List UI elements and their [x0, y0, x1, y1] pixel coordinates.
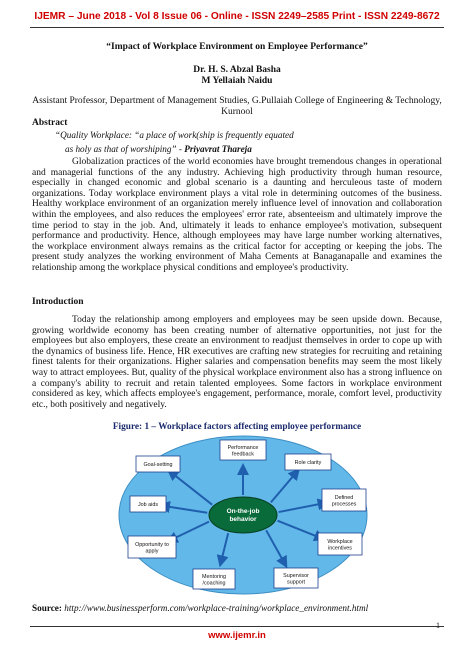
node-label-defined-processes: processes: [331, 501, 357, 508]
paper-title: “Impact of Workplace Environment on Employee Performance”: [106, 42, 368, 52]
node-label-opportunity-to-apply: Opportunity to: [135, 541, 169, 548]
header-divider: [30, 27, 444, 28]
source-label: Source:: [32, 603, 62, 613]
node-label-mentoring-coaching: Mentoring: [202, 573, 226, 580]
node-label-opportunity-to-apply: apply: [145, 548, 159, 555]
quote-line-2: [55, 142, 294, 156]
introduction-body: [32, 315, 442, 410]
abstract-paragraph: Globalization practices of the world economies have brought tremendous changes in operational and managerial functions of the any industry. Achieving high productivity through human resource, especially in changed economic and global scenario is a daunting and herculeous taste of modern organizations. Today workplace environment plays a vital role in determining outcomes of the business. Healthy workplace environment of an organization merely influence level of innovation and collaboration within the employees, and also reduces the employees' error rate, absenteeism and ultimately improve the time period to stay in the job. And, ultimately it leads to enhance employee's motivation, subsequent performance and productivity. Hence, although employees may have large number working alternatives, the workplace environment always remains as the critical factor for accepting or keeping the jobs. The present study analyzes the working environment of Maha Cements at Banaganapalle and examines the relationship among the workplace physical conditions and employee's productivity.: [32, 157, 442, 273]
figure-caption: Figure: 1 – Workplace factors affecting employee performance: [112, 422, 362, 432]
quote-author: Priyavrat Thareja: [184, 144, 252, 154]
node-label-workplace-incentives: Workplace: [327, 538, 353, 545]
workplace-factors-diagram: [118, 434, 368, 596]
node-label-performance-feedback: feedback: [232, 451, 254, 458]
introduction-heading: Introduction: [32, 297, 84, 307]
node-label-defined-processes: Defined: [334, 494, 354, 501]
node-label-supervisor-support: Supervisor: [283, 572, 309, 579]
affiliation: Assistant Professor, Department of Management Studies, G.Pullaiah College of Engineering & Technology, Kurnool: [32, 96, 442, 117]
center-ellipse: [209, 497, 277, 533]
quote-line-1: “Quality Workplace: “a place of work(ship is frequently equated: [55, 130, 294, 140]
figure-source: [32, 603, 452, 613]
node-label-performance-feedback: Performance: [227, 444, 259, 451]
quote-text: as holy as that of worshiping” -: [65, 144, 185, 154]
footer-divider: [30, 626, 444, 627]
node-label-mentoring-coaching: /coaching: [202, 580, 226, 587]
node-label-workplace-incentives: incentives: [328, 545, 352, 552]
abstract-heading: Abstract: [32, 118, 68, 128]
source-url: http://www.businessperform.com/workplace-training/workplace_environment.html: [61, 603, 369, 613]
node-label-role-clarity: Role clarity: [294, 460, 322, 467]
abstract-body: [32, 157, 442, 274]
center-label-line-1: On-the-job: [226, 508, 260, 515]
introduction-paragraph: Today the relationship among employers and employees may be seen upside down. Because, growing worldwide economy has been creating number of alternative opportunities, not just for the employees but also employers, these create an environment to readjust themselves in order to cope up with the dynamics of business life. Hence, HR executives are crafting new strategies for recruiting and retaining finest talents for their organizations. Higher salaries and compensation benefits may seem the most likely way to attract employees. But, quality of the physical workplace environment also has a strong influence on a company's ability to recruit and retain talented employees. Some factors in workplace environment considered as key, which affects employee's engagement, performance, morale, comfort level, productivity etc., both positively and negatively.: [32, 315, 442, 410]
author-1: Dr. H. S. Abzal Basha: [193, 65, 281, 75]
epigraph-quote: [55, 128, 294, 156]
node-label-goal-setting: Goal-setting: [143, 462, 173, 469]
node-label-supervisor-support: support: [287, 579, 305, 586]
node-label-job-aids: Job aids: [137, 502, 159, 509]
journal-website: www.ijemr.in: [208, 630, 266, 641]
journal-header: IJEMR – June 2018 - Vol 8 Issue 06 - Online - ISSN 2249–2585 Print - ISSN 2249-8672: [34, 11, 440, 22]
center-label-line-2: behavior: [229, 516, 257, 523]
author-2: M Yellaiah Naidu: [201, 76, 273, 86]
